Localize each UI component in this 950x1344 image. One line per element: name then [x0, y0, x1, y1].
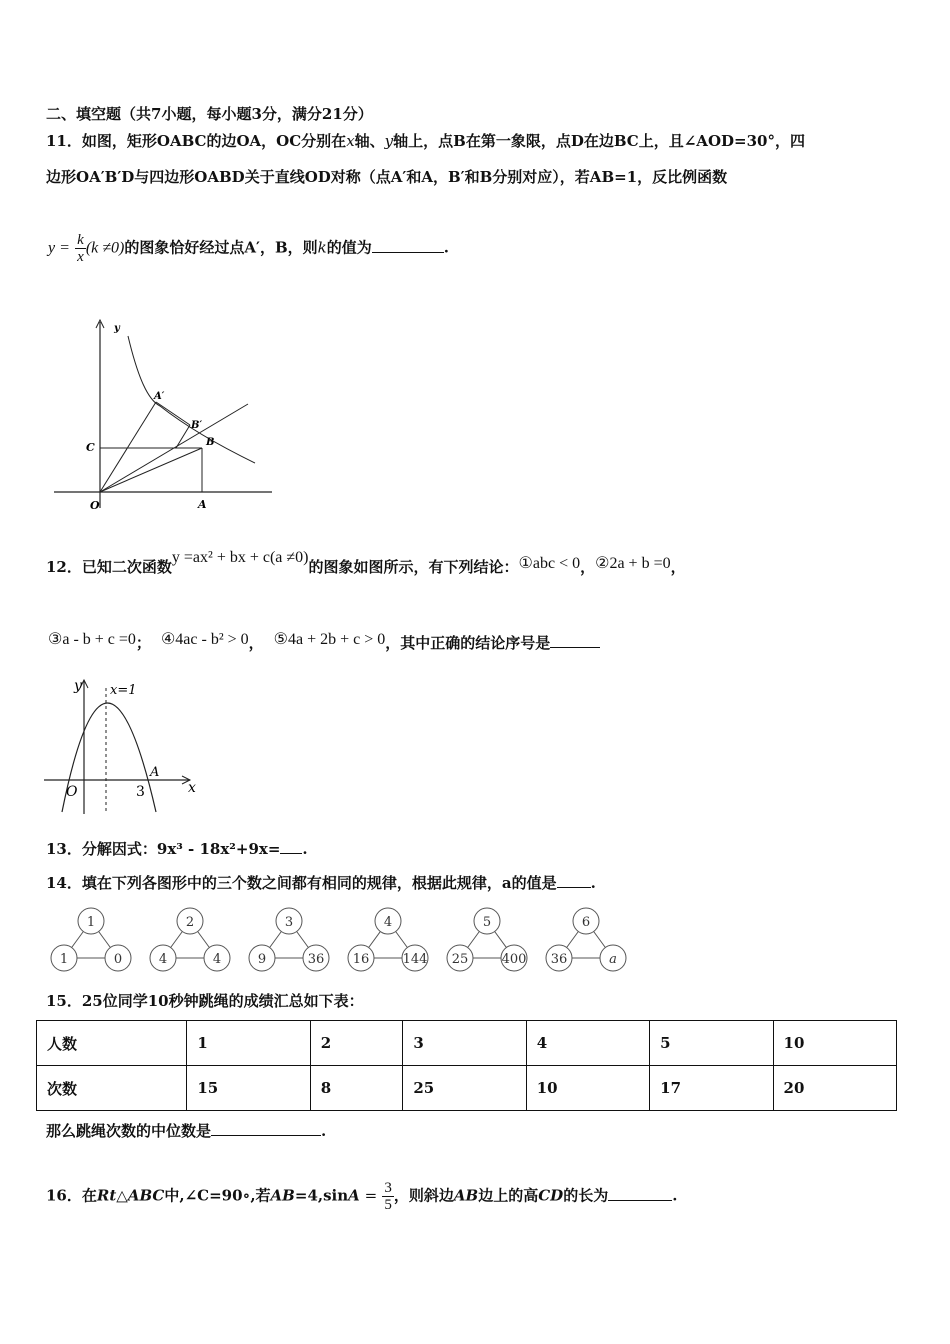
- q16-cd: CD: [538, 1186, 564, 1205]
- q11-line2: 边形OA′B′D与四边形OABD关于直线OD对称（点A′和A，B′和B分别对应），若AB=1，反比例函数: [46, 168, 728, 186]
- q12-conclusion-2: ②2a + b =0: [595, 555, 671, 572]
- q15-table: [36, 1020, 897, 1111]
- table-cell: 15: [187, 1066, 310, 1111]
- fig11-label-b-prime: B′: [191, 420, 203, 431]
- fig11-line-ob: [100, 448, 202, 492]
- q11-number: 11．: [46, 132, 82, 150]
- fig12-label-x1: x=1: [110, 683, 137, 698]
- q14-number-top: 3: [284, 915, 294, 930]
- q12-formula: y =ax² + bx + c(a ≠0): [171, 549, 309, 566]
- table-cell: 人数: [37, 1021, 187, 1066]
- q11-frac-den: x: [77, 249, 84, 265]
- q14-number-top: 1: [86, 915, 96, 930]
- q12-line2: [48, 632, 600, 653]
- q13-line: [46, 838, 308, 859]
- q14-number-right: 400: [501, 952, 527, 967]
- q16-text-d: ，则斜边: [393, 1186, 454, 1205]
- q15-table-body: [37, 1021, 897, 1111]
- table-cell: 25: [403, 1066, 526, 1111]
- q16-answer-blank: [608, 1186, 672, 1201]
- q11-text-d: 的图象恰好经过点A′，B，则: [124, 238, 318, 257]
- table-row: [37, 1066, 897, 1111]
- q14-number-left: 16: [352, 952, 370, 967]
- table-cell: 次数: [37, 1066, 187, 1111]
- q14-figures: [44, 906, 634, 974]
- fig11-label-c: C: [86, 441, 95, 454]
- q14-number-right: 144: [402, 952, 428, 967]
- table-cell: 4: [526, 1021, 649, 1066]
- q12-text-a: 已知二次函数: [81, 558, 172, 576]
- table-cell: 5: [650, 1021, 773, 1066]
- q16-frac: [382, 1180, 394, 1213]
- q15-answer-blank: [211, 1121, 321, 1136]
- q11-text-c: 轴上，点B在第一象限，点D在边BC上，且∠AOD=30°，四: [393, 132, 805, 150]
- q11-formula-frac: [75, 232, 86, 265]
- q12-text-b: 的图象如图所示，有下列结论：: [308, 558, 519, 576]
- q14-number-top: 6: [581, 915, 591, 930]
- q16-a: A: [348, 1186, 360, 1205]
- q14-triangle-1: [51, 908, 131, 971]
- q11-line1: [46, 130, 805, 151]
- q14-triangle-4: [348, 908, 428, 971]
- q12-conclusion-3: ③a - b + c =0: [48, 631, 136, 648]
- q13-answer-blank: [280, 839, 302, 854]
- q11-formula-lhs: y =: [48, 239, 70, 257]
- fig11-line-a-b-prime: [156, 402, 190, 425]
- q13-end: .: [302, 840, 308, 858]
- q12-figure: [40, 672, 210, 820]
- q16-ab2: AB: [453, 1186, 479, 1205]
- q11-text-b: 轴、: [354, 132, 385, 150]
- q11-line3: [48, 232, 449, 265]
- fig11-line-b-prime-d: [176, 425, 190, 448]
- q14-number-top: 2: [185, 915, 195, 930]
- q12-sep1: ，: [580, 558, 596, 576]
- table-cell: 10: [773, 1021, 896, 1066]
- q14-answer-blank: [557, 873, 591, 888]
- q16-frac-num: 3: [384, 1180, 392, 1196]
- q14-number: 14．: [46, 874, 82, 892]
- q16-angle: ∠C=90∘,若: [184, 1186, 271, 1205]
- q15-after: [46, 1120, 326, 1141]
- q14-triangle-5: [447, 908, 527, 971]
- table-cell: 3: [403, 1021, 526, 1066]
- table-cell: 20: [773, 1066, 896, 1111]
- q14-number-left: 9: [257, 952, 267, 967]
- fig11-label-a: A: [198, 498, 207, 511]
- q14-number-top: 4: [383, 915, 393, 930]
- q14-text: 填在下列各图形中的三个数之间都有相同的规律，根据此规律，a的值是: [81, 874, 557, 892]
- q14-number-right: 36: [307, 952, 325, 967]
- q11-figure: [50, 318, 276, 514]
- q16-frac-den: 5: [384, 1197, 392, 1213]
- q15-end: .: [321, 1122, 327, 1140]
- q14-triangle-3: [249, 908, 329, 971]
- q16-text-b: 中,: [164, 1186, 185, 1205]
- q11-answer-blank: [372, 238, 444, 253]
- fig11-hyperbola: [128, 336, 255, 463]
- q11-text-e: 的值为: [326, 238, 372, 257]
- q14-number-left: 25: [451, 952, 469, 967]
- table-cell: 2: [310, 1021, 403, 1066]
- q14-number-left: 4: [158, 952, 168, 967]
- fig11-label-y: y: [114, 323, 120, 334]
- q16-text-a: 在: [81, 1186, 97, 1205]
- q11-formula-cond: (k ≠0): [85, 239, 125, 257]
- fig12-label-3: 3: [136, 784, 145, 800]
- q14-line: [46, 872, 596, 893]
- q16-text-e: 边上的高: [478, 1186, 539, 1205]
- fig11-label-b: B: [206, 437, 215, 448]
- q14-number-right: 4: [212, 952, 222, 967]
- q12-sep2: ，: [670, 558, 686, 576]
- q12-number: 12．: [46, 558, 82, 576]
- q12-answer-blank: [550, 633, 600, 648]
- q14-number-top: 5: [482, 915, 492, 930]
- q16-text-f: 的长为: [563, 1186, 609, 1205]
- q16-end: .: [672, 1186, 678, 1205]
- q14-triangle-6: [546, 908, 626, 971]
- q12-sep3: ；: [135, 634, 151, 652]
- q16-text-c: =4,sin: [294, 1186, 349, 1205]
- table-cell: 10: [526, 1066, 649, 1111]
- q14-number-left: 1: [59, 952, 69, 967]
- q14-end: .: [590, 874, 596, 892]
- table-cell: 1: [187, 1021, 310, 1066]
- q12-sep4: ，: [248, 634, 264, 652]
- q11-var-k: k: [317, 238, 327, 257]
- q16-ab: AB: [270, 1186, 295, 1205]
- q11-end: .: [443, 238, 449, 257]
- q15-text: 25位同学10秒钟跳绳的成绩汇总如下表：: [81, 992, 364, 1010]
- q11-frac-num: k: [77, 232, 84, 248]
- q12-conclusion-4: ④4ac - b² > 0: [160, 631, 249, 648]
- q12-line1: [46, 549, 686, 577]
- q16-eq: =: [359, 1186, 378, 1205]
- q15-line: [46, 990, 364, 1011]
- q14-number-left: 36: [550, 952, 568, 967]
- q14-number-right: a: [609, 952, 617, 967]
- q15-number: 15．: [46, 992, 82, 1010]
- table-cell: 17: [650, 1066, 773, 1111]
- table-cell: 8: [310, 1066, 403, 1111]
- fig12-label-a: A: [150, 765, 160, 780]
- q12-text-c: ，其中正确的结论序号是: [385, 634, 551, 652]
- q15-after-text: 那么跳绳次数的中位数是: [46, 1122, 212, 1140]
- q13-text: 分解因式：9x³ - 18x²+9x=: [81, 840, 281, 858]
- q11-text-a: 如图，矩形OABC的边OA，OC分别在: [81, 132, 347, 150]
- q16-line: [46, 1180, 677, 1213]
- table-row: [37, 1021, 897, 1066]
- q13-number: 13．: [46, 840, 82, 858]
- fig12-label-o: O: [66, 784, 78, 800]
- section-title: 二、填空题（共7小题，每小题3分，满分21分）: [46, 105, 373, 123]
- q12-conclusion-1: ①abc < 0: [518, 555, 581, 572]
- q14-triangle-2: [150, 908, 230, 971]
- fig11-label-a-prime: A′: [154, 391, 165, 402]
- fig11-line-oa-prime: [100, 402, 156, 492]
- q14-number-right: 0: [113, 952, 123, 967]
- q16-number: 16．: [46, 1186, 82, 1205]
- fig12-label-x: x: [188, 780, 196, 796]
- fig11-label-o: O: [90, 499, 100, 512]
- q12-conclusion-5: ⑤4a + 2b + c > 0: [273, 631, 386, 648]
- q11-var-x: x: [346, 132, 355, 150]
- q16-rt: Rt△ABC: [96, 1186, 165, 1205]
- q11-var-y: y: [384, 132, 394, 150]
- fig12-label-y: y: [74, 678, 82, 694]
